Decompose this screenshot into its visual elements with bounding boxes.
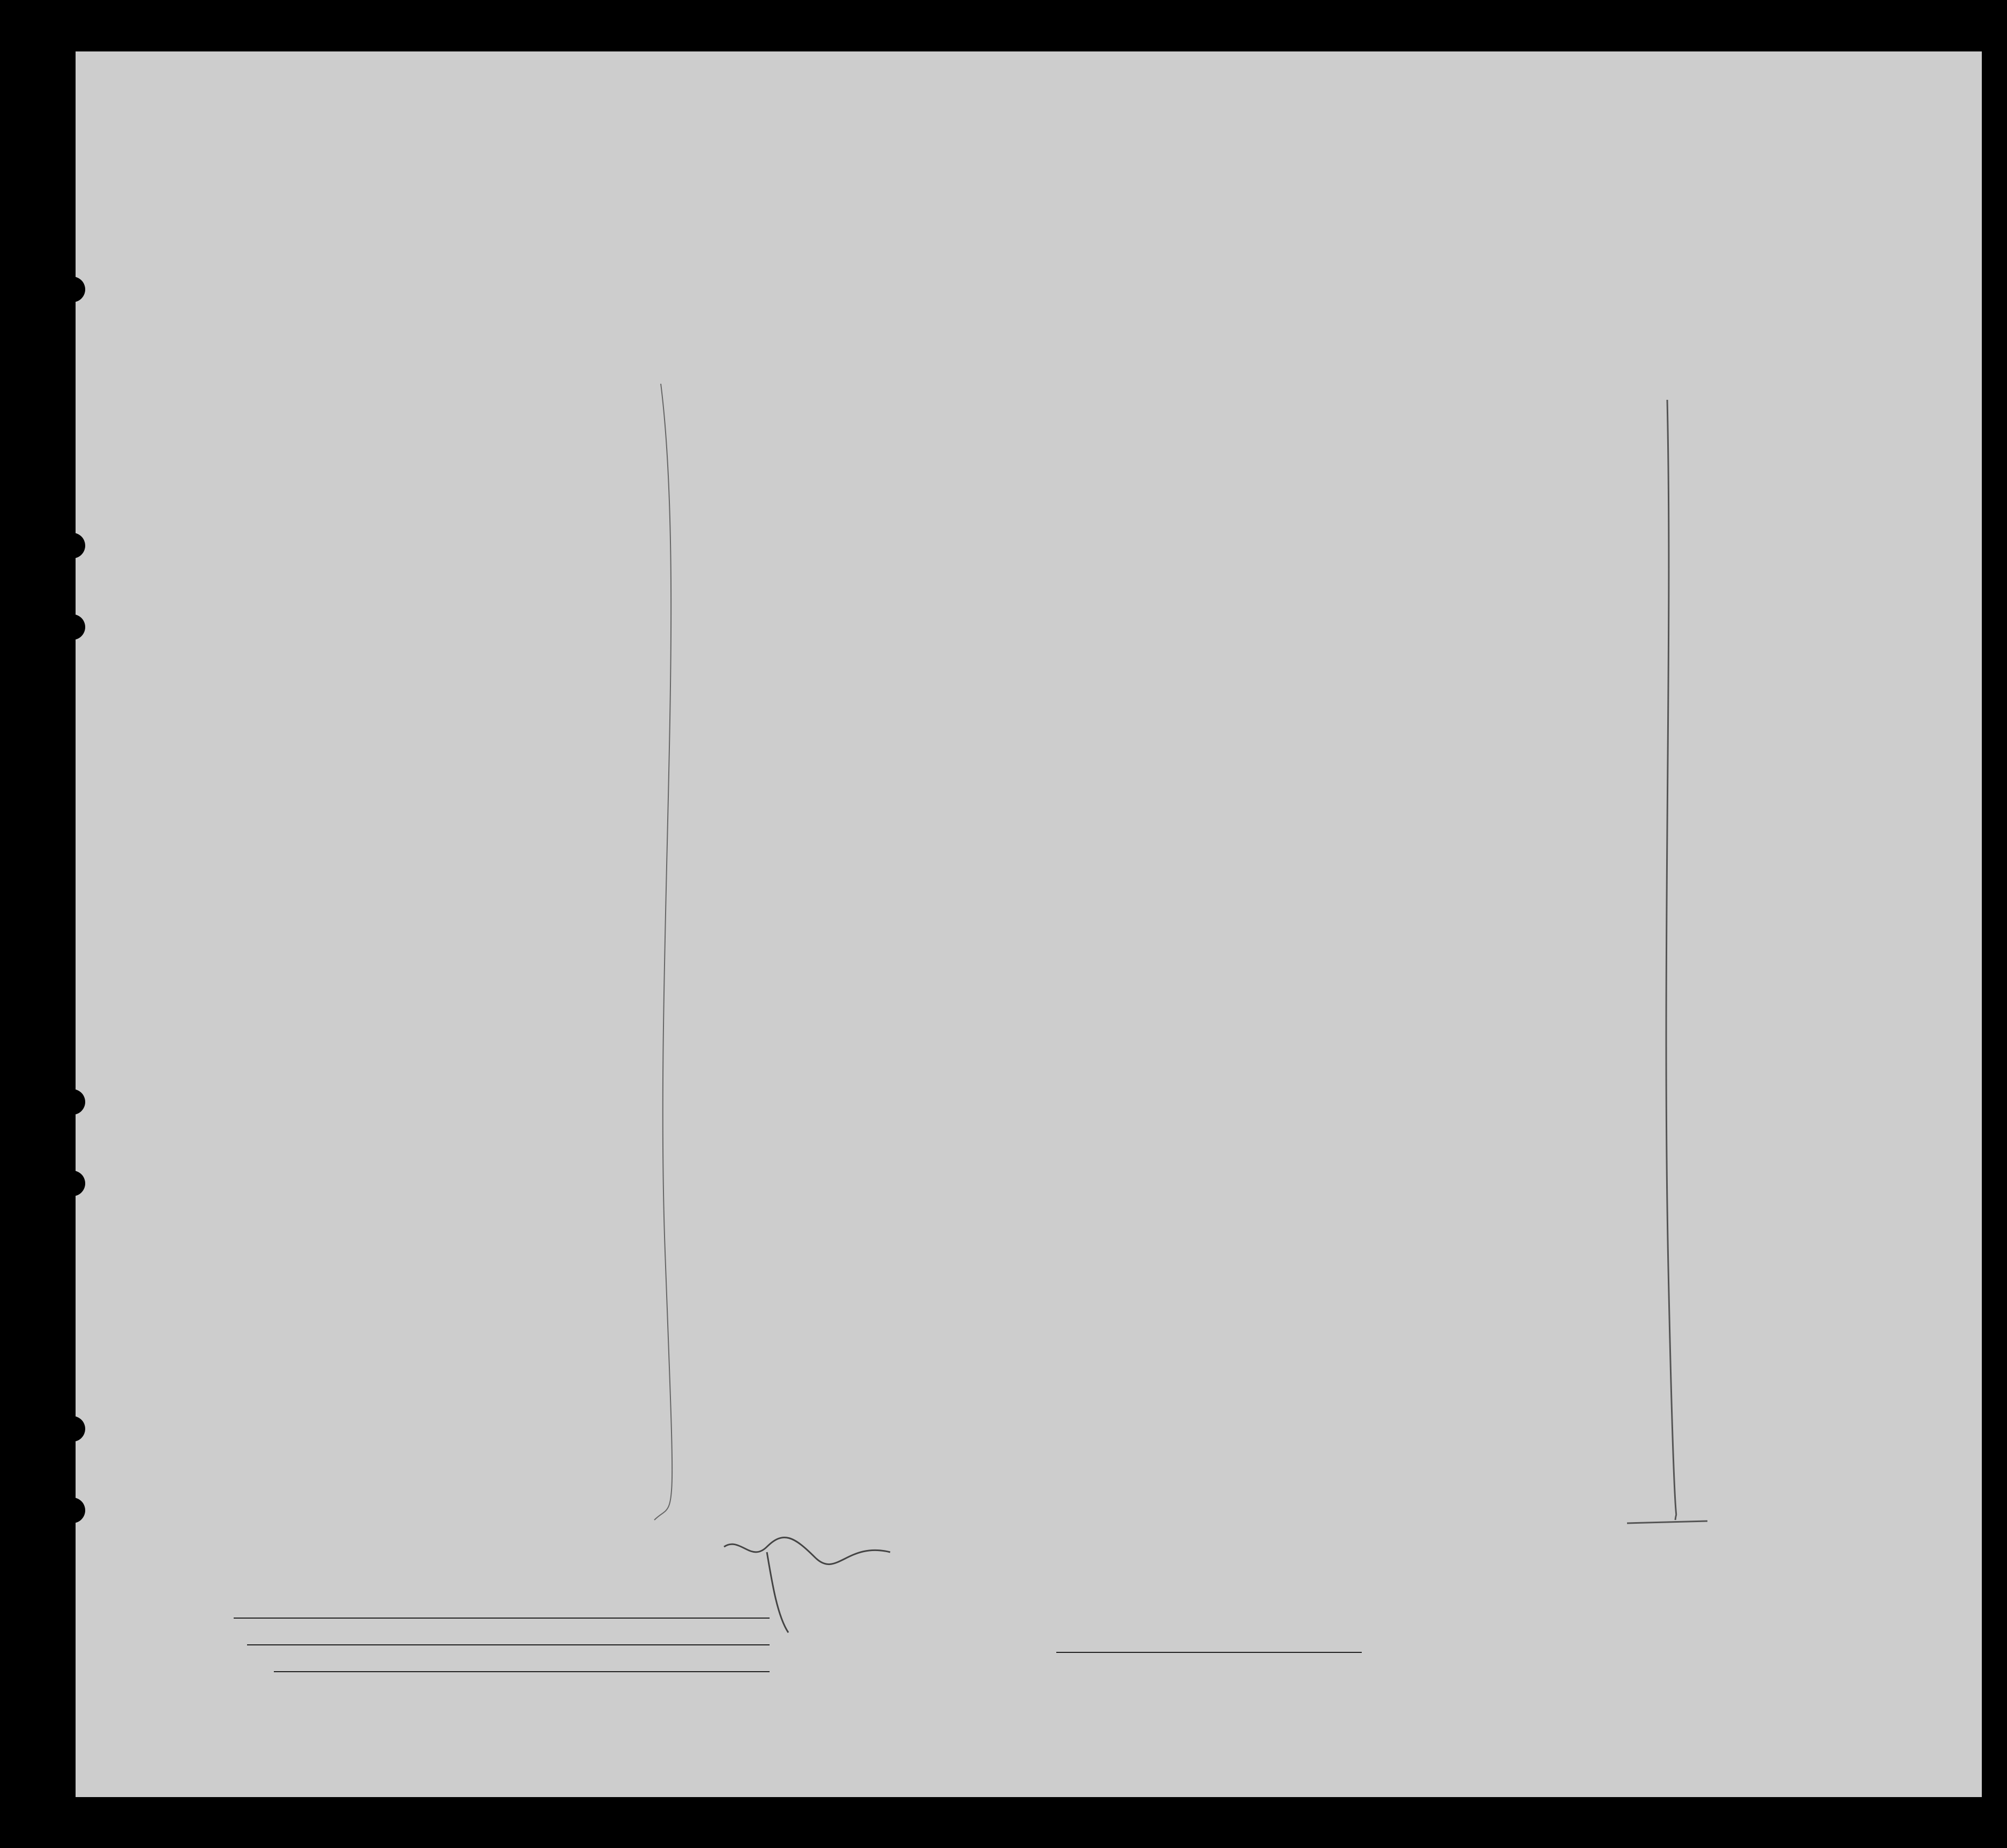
pencil-marks <box>76 51 1982 1797</box>
manifest-sheet <box>76 51 1982 1797</box>
punch-hole <box>59 1171 85 1196</box>
punch-hole <box>59 533 85 558</box>
punch-hole <box>59 1497 85 1523</box>
punch-hole <box>59 614 85 640</box>
punch-hole <box>59 1089 85 1115</box>
punch-hole <box>59 277 85 302</box>
punch-hole <box>59 1416 85 1442</box>
